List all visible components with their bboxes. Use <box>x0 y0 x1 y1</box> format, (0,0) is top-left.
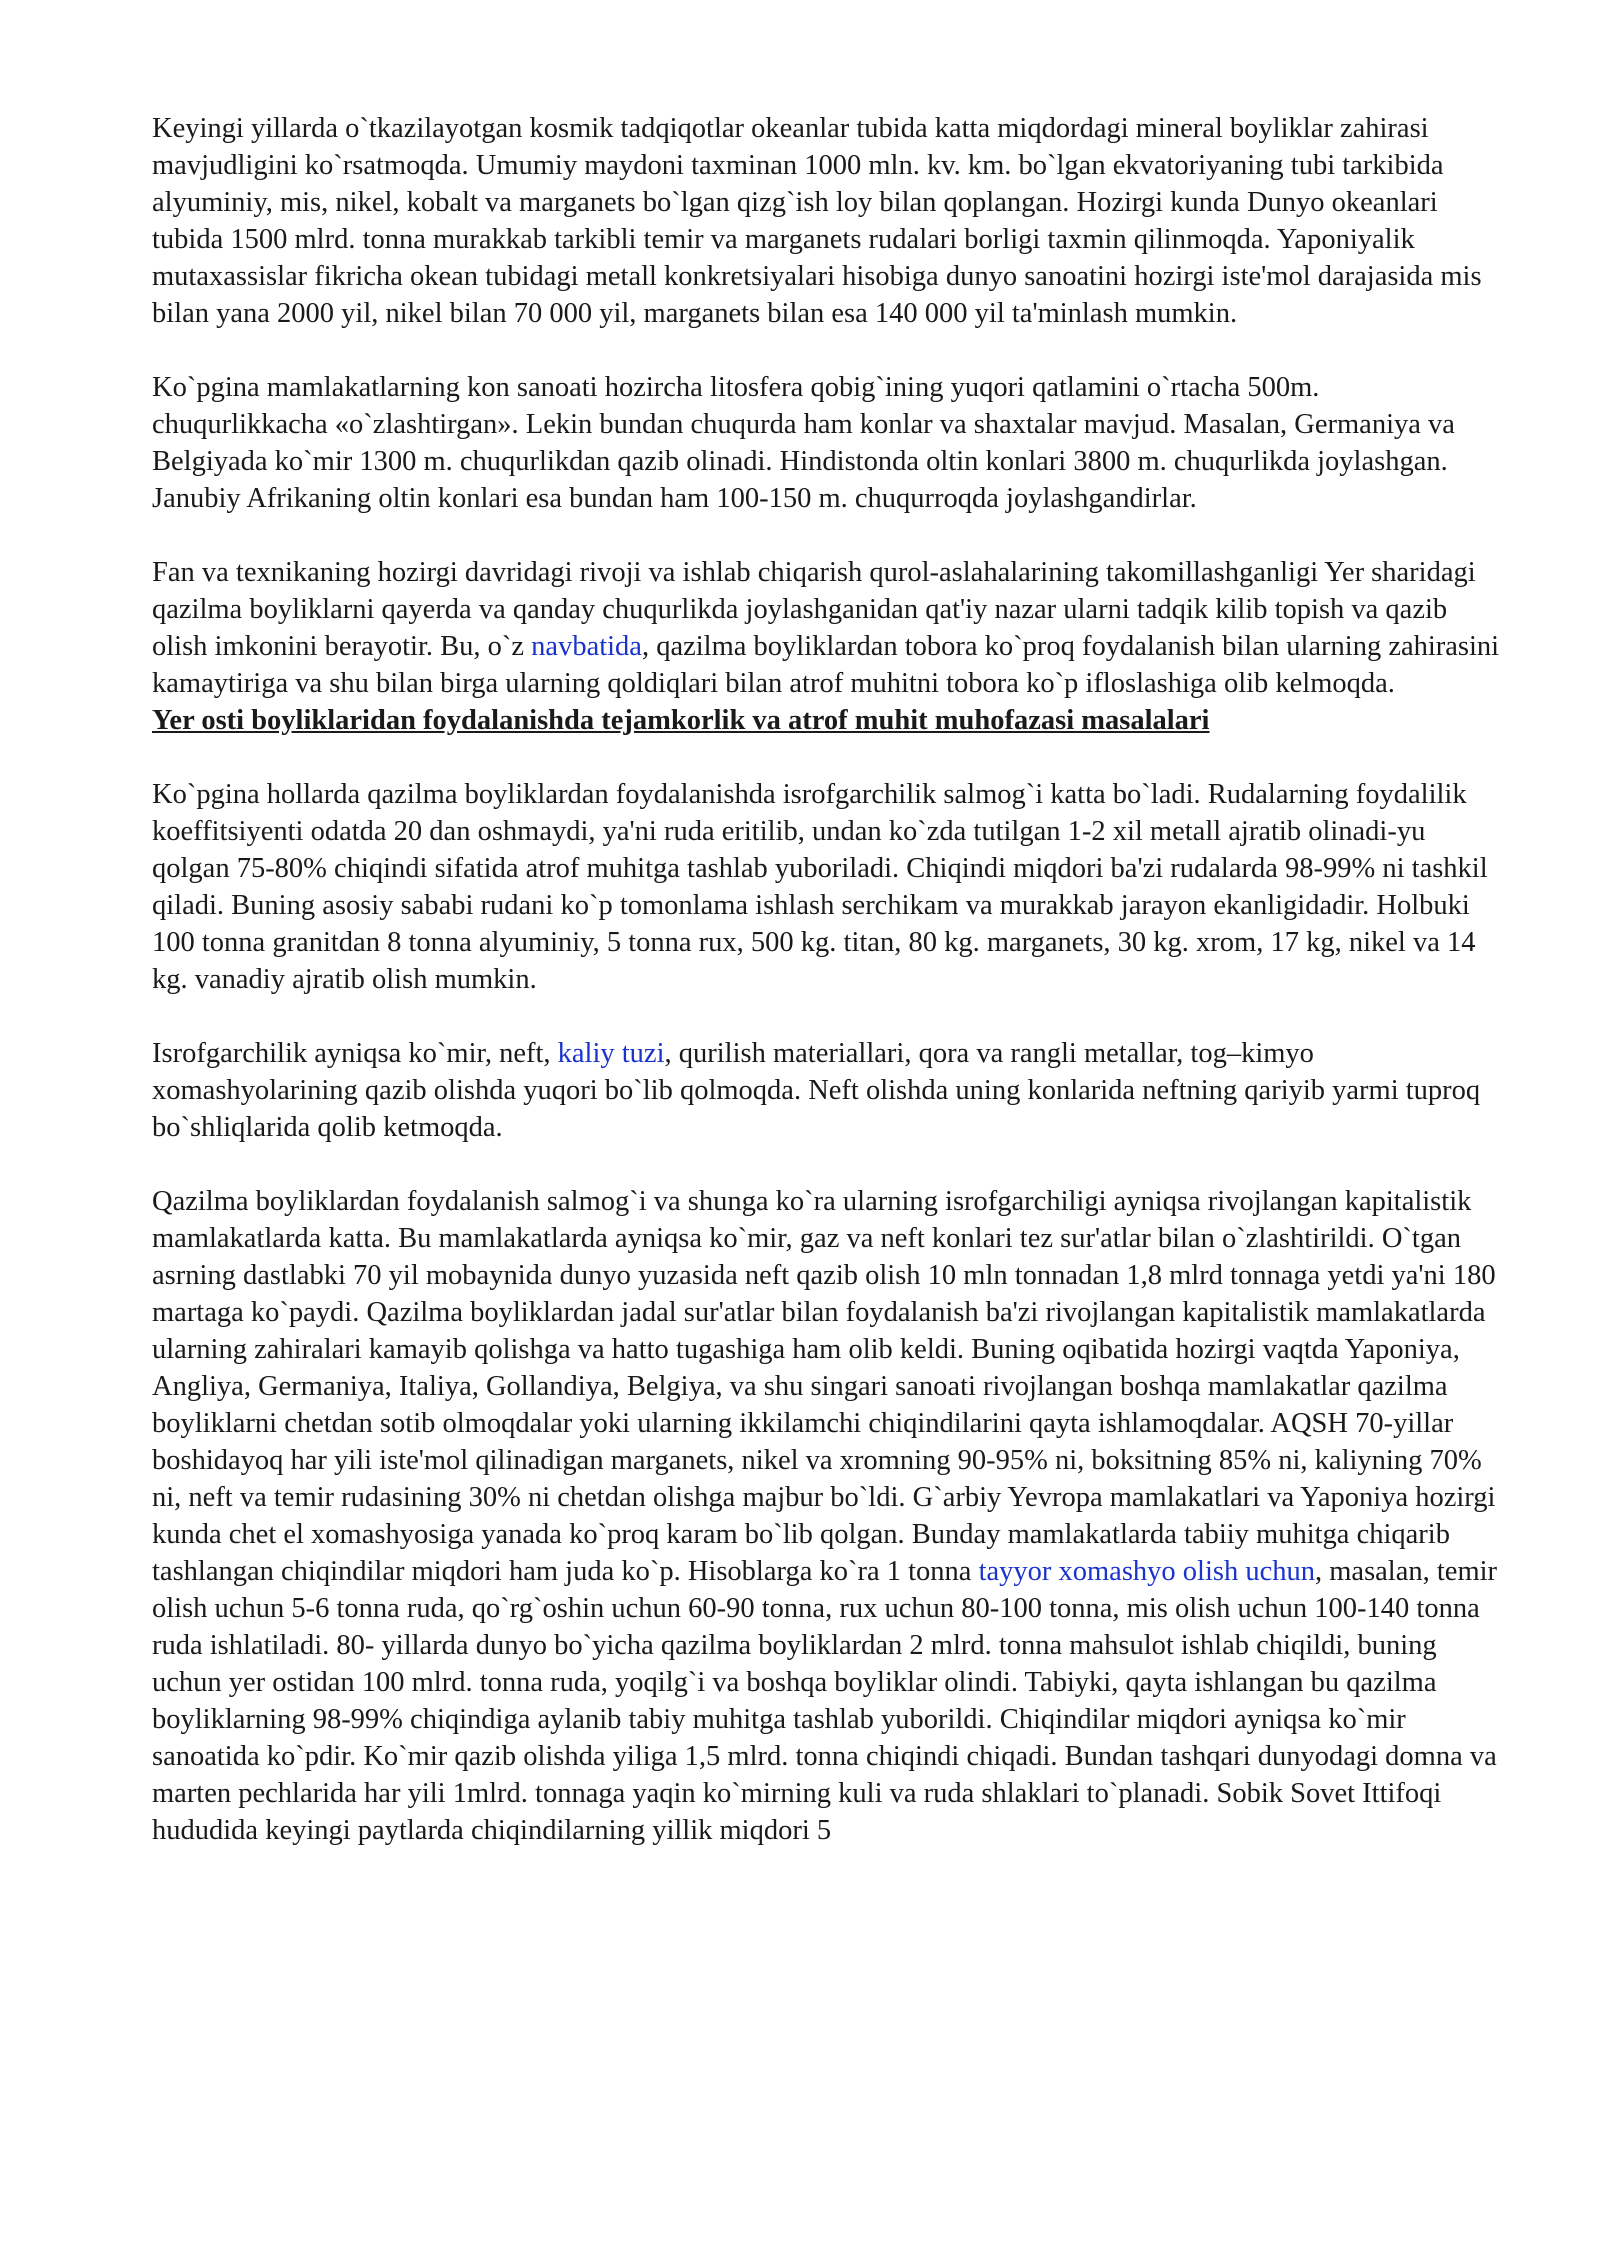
kaliy-tuzi-link[interactable]: kaliy tuzi <box>557 1038 665 1069</box>
paragraph-technology-progress <box>152 554 1502 702</box>
paragraph-text: , qazilma boyliklardan tobora ko`proq foydalanish bilan ularning zahirasini kamaytiriga va shu bilan birga ularning qoldiqlari bilan atrof muhitni tobora ko`p ifloslashiga olib kelmoqda. <box>152 631 1500 699</box>
paragraph-text: Qazilma boyliklardan foydalanish salmog`i va shunga ko`ra ularning isrofgarchiligi ayniqsa rivojlangan kapitalistik mamlakatlarda katta. Bu mamlakatlarda ayniqsa ko`mir, gaz va neft konlari tez sur'atlar bilan o`zlashtirildi. O`tgan asrning dastlabki 70 yil mobaynida dunyo yuzasida neft qazib olish 10 mln tonnadan 1,8 mlrd tonnaga yetdi ya'ni 180 martaga ko`paydi. Qazilma boyliklardan jadal sur'atlar bilan foydalanish ba'zi rivojlangan kapitalistik mamlakatlarda ularning zahiralari kamayib qolishga va hatto tugashiga ham olib keldi. Buning oqibatida hozirgi vaqtda Yaponiya, Angliya, Germaniya, Italiya, Gollandiya, Belgiya, va shu singari sanoati rivojlangan boshqa mamlakatlar qazilma boyliklarni chetdan sotib olmoqdalar yoki ularning ikkilamchi chiqindilarini qayta ishlamoqdalar. AQSH 70-yillar boshidayoq har yili iste'mol qilinadigan marganets, nikel va xromning 90-95% ni, boksitning 85% ni, kaliyning 70% ni, neft va temir rudasining 30% ni chetdan olishga majbur bo`ldi. G`arbiy Yevropa mamlakatlari va Yaponiya hozirgi kunda chet el xomashyosiga yanada ko`proq karam bo`lib qolgan. Bunday mamlakatlarda tabiiy muhitga chiqarib tashlangan chiqindilar miqdori ham juda ko`p. Hisoblarga ko`ra 1 tonna <box>152 1186 1496 1587</box>
paragraph-ocean-minerals: Keyingi yillarda o`tkazilayotgan kosmik tadqiqotlar okeanlar tubida katta miqdordagi mineral boyliklar zahirasi mavjudligini ko`rsatmoqda. Umumiy maydoni taxminan 1000 mln. kv. km. bo`lgan ekvatoriyaning tubi tarkibida alyuminiy, mis, nikel, kobalt va marganets bo`lgan qizg`ish loy bilan qoplangan. Hozirgi kunda Dunyo okeanlari tubida 1500 mlrd. tonna murakkab tarkibli temir va marganets rudalari borligi taxmin qilinmoqda. Yaponiyalik mutaxassislar fikricha okean tubidagi metall konkretsiyalari hisobiga dunyo sanoatini hozirgi iste'mol darajasida mis bilan yana 2000 yil, nikel bilan 70 000 yil, marganets bilan esa 140 000 yil ta'minlash mumkin. <box>152 113 1482 329</box>
section-heading: Yer osti boyliklaridan foydalanishda tejamkorlik va atrof muhit muhofazasi masalalari <box>152 705 1210 736</box>
paragraph-text: Fan va texnikaning hozirgi davridagi rivoji va ishlab chiqarish qurol-aslahalarining takomillashganligi Yer sharidagi qazilma boyliklarni qayerda va qanday chuqurlikda joylashganidan qat'iy nazar ularni tadqik kilib topish va qazib olish imkonini berayotir. Bu, o`z <box>152 557 1476 662</box>
navbatida-link[interactable]: navbatida <box>531 631 642 662</box>
paragraph-text: Isrofgarchilik ayniqsa ko`mir, neft, <box>152 1038 558 1069</box>
tayyor-xomashyo-link[interactable]: tayyor xomashyo olish uchun <box>978 1556 1315 1587</box>
paragraph-wastefulness <box>152 1035 1502 1146</box>
paragraph-text: , masalan, temir olish uchun 5-6 tonna ruda, qo`rg`oshin uchun 60-90 tonna, rux uchun 80-100 tonna, mis olish uchun 100-140 tonna ruda ishlatiladi. 80- yillarda dunyo bo`yicha qazilma boyliklardan 2 mlrd. tonna mahsulot ishlab chiqildi, buning uchun yer ostidan 100 mlrd. tonna ruda, yoqilg`i va boshqa boyliklar olindi. Tabiyki, qayta ishlangan bu qazilma boyliklarning 98-99% chiqindiga aylanib tabiy muhitga tashlab yuborildi. Chiqindilar miqdori ayniqsa ko`mir sanoatida ko`pdir. Ko`mir qazib olishda yiliga 1,5 mlrd. tonna chiqindi chiqadi. Bundan tashqari dunyodagi domna va marten pechlarida har yili 1mlrd. tonnaga yaqin ko`mirning kuli va ruda shlaklari to`planadi. Sobik Sovet Ittifoqi hududida keyingi paytlarda chiqindilarning yillik miqdori 5 <box>152 1556 1498 1846</box>
paragraph-capitalist-countries <box>152 1183 1502 1849</box>
document-page <box>152 110 1502 1886</box>
paragraph-text: , qurilish materiallari, qora va rangli metallar, tog–kimyo xomashyolarining qazib olishda yuqori bo`lib qolmoqda. Neft olishda uning konlarida neftning qariyib yarmi tuproq bo`shliqlarida qolib ketmoqda. <box>152 1038 1481 1143</box>
paragraph-mining-depth: Ko`pgina mamlakatlarning kon sanoati hozircha litosfera qobig`ining yuqori qatlamini o`rtacha 500m. chuqurlikkacha «o`zlashtirgan». Lekin bundan chuqurda ham konlar va shaxtalar mavjud. Masalan, Germaniya va Belgiyada ko`mir 1300 m. chuqurlikdan qazib olinadi. Hindistonda oltin konlari 3800 m. chuqurlikda joylashgan. Janubiy Afrikaning oltin konlari esa bundan ham 100-150 m. chuqurroqda joylashgandirlar. <box>152 372 1455 514</box>
paragraph-waste-ratio: Ko`pgina hollarda qazilma boyliklardan foydalanishda isrofgarchilik salmog`i katta bo`ladi. Rudalarning foydalilik koeffitsiyenti odatda 20 dan oshmaydi, ya'ni ruda eritilib, undan ko`zda tutilgan 1-2 xil metall ajratib olinadi-yu qolgan 75-80% chiqindi sifatida atrof muhitga tashlab yuboriladi. Chiqindi miqdori ba'zi rudalarda 98-99% ni tashkil qiladi. Buning asosiy sababi rudani ko`p tomonlama ishlash serchikam va murakkab jarayon ekanligidadir. Holbuki 100 tonna granitdan 8 tonna alyuminiy, 5 tonna rux, 500 kg. titan, 80 kg. marganets, 30 kg. xrom, 17 kg, nikel va 14 kg. vanadiy ajratib olish mumkin. <box>152 779 1488 995</box>
